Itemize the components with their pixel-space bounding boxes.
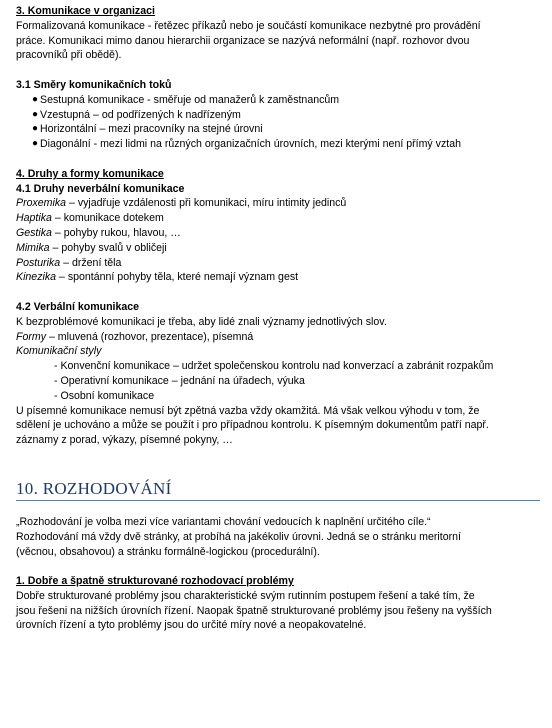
definition-line: Proxemika – vyjadřuje vzdálenosti při komunikaci, míru intimity jedinců — [16, 197, 347, 210]
section-1-heading: 1. Dobře a špatně strukturované rozhodovací problémy — [16, 575, 294, 588]
section-4-2-heading: 4.2 Verbální komunikace — [16, 300, 140, 313]
list-item: ● Diagonální - mezi lidmi na různých organizačních úrovních, mezi kterými není přímý vztah — [32, 138, 461, 151]
paragraph-line: pracovníků při obědě). — [16, 49, 122, 62]
paragraph-line: sdělení je uchováno a může se použít i pro případnou kontrolu. K písemným dokumentům patří např. — [16, 419, 489, 432]
styles-label: Komunikační styly — [16, 345, 102, 358]
section-4-heading: 4. Druhy a formy komunikace — [16, 167, 164, 180]
list-item: - Operativní komunikace – jednání na úřadech, výuka — [54, 374, 305, 387]
bullet-icon: ● — [32, 138, 39, 150]
bullet-icon: ● — [32, 93, 39, 105]
list-item: ● Sestupná komunikace - směřuje od manažerů k zaměstnancům — [32, 93, 340, 106]
paragraph-line: U písemné komunikace nemusí být zpětná vazba vždy okamžitá. Má však velkou výhodu v tom, že — [16, 404, 480, 417]
paragraph-line: (věcnou, obsahovou) a stránku formálně-logickou (procedurální). — [16, 545, 320, 558]
paragraph-line: úrovních řízení a tyto problémy jsou do určité míry nové a neopakovatelné. — [16, 619, 367, 632]
paragraph-line: záznamy z porad, výkazy, písemné pokyny, … — [16, 434, 233, 447]
spacer — [16, 63, 540, 78]
section-4-1-heading: 4.1 Druhy neverbální komunikace — [16, 182, 185, 195]
spacer — [16, 559, 540, 574]
bullet-list — [16, 93, 540, 152]
spacer — [16, 448, 540, 477]
definition-line: Kinezika – spontánní pohyby těla, které nemají význam gest — [16, 271, 299, 284]
spacer — [16, 152, 540, 167]
paragraph-line: K bezproblémové komunikaci je třeba, aby lidé znali významy jednotlivých slov. — [16, 315, 387, 328]
definition-line: Mimika – pohyby svalů v obličeji — [16, 241, 167, 254]
list-item: ● Horizontální – mezi pracovníky na stejné úrovni — [32, 123, 263, 136]
paragraph-line: Dobře strukturované problémy jsou charakteristické svým rutinním postupem řešení a také tím, že — [16, 589, 475, 602]
chapter-title: 10. ROZHODOVÁNÍ — [16, 478, 172, 498]
paragraph-line: jsou řešeni na nižších úrovních řízení. Naopak špatně strukturované problémy jsou řešeny na vyšších — [16, 604, 492, 617]
definition-line: Gestika – pohyby rukou, hlavou, … — [16, 226, 181, 239]
list-item: ● Vzestupná – od podřízených k nadřízeným — [32, 108, 241, 121]
definition-line: Haptika – komunikace dotekem — [16, 212, 164, 225]
paragraph-line: práce. Komunikaci mimo danou hierarchii organizace se nazývá neformální (např. rozhovor dvou — [16, 34, 470, 47]
paragraph-line: Formalizovaná komunikace - řetězec příkazů nebo je součástí komunikace nezbytné pro provádění — [16, 19, 481, 32]
bullet-icon: ● — [32, 123, 39, 135]
section-3-1-heading: 3.1 Směry komunikačních toků — [16, 78, 172, 91]
list-item: - Konvenční komunikace – udržet společenskou kontrolu nad konverzací a zabránit rozpakům — [54, 360, 494, 373]
list-item: - Osobní komunikace — [54, 389, 155, 402]
chapter-title-rule — [16, 500, 540, 501]
paragraph-line: Rozhodování má vždy dvě stránky, at probíhá na jakékoliv úrovni. Jedná se o stránku meritorní — [16, 530, 461, 543]
document-page — [16, 4, 540, 633]
quote-line: „Rozhodování je volba mezi více variantami chování vedoucích k naplnění určitého cíle.“ — [16, 515, 431, 528]
spacer — [16, 285, 540, 300]
section-3-heading: 3. Komunikace v organizaci — [16, 5, 155, 17]
definition-line: Posturika – držení těla — [16, 256, 122, 269]
definition-line: Formy – mluvená (rozhovor, prezentace), písemná — [16, 330, 254, 343]
bullet-icon: ● — [32, 108, 39, 120]
